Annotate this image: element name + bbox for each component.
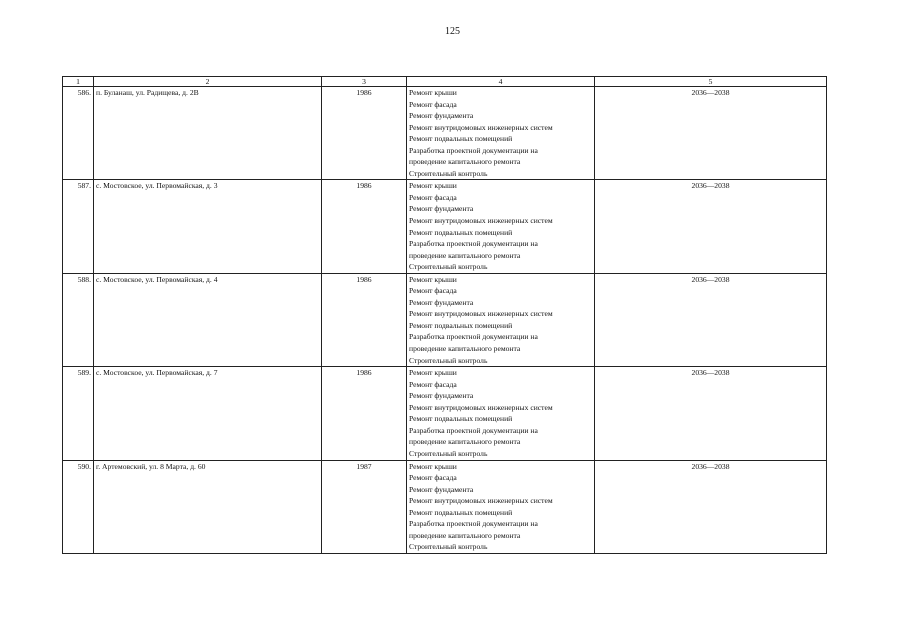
column-header-5: 5 bbox=[595, 77, 827, 87]
column-header-3: 3 bbox=[322, 77, 407, 87]
work-item: Ремонт фундамента bbox=[409, 204, 474, 214]
work-item: Ремонт фасада bbox=[409, 473, 457, 483]
row-period: 2036—2038 bbox=[595, 87, 827, 180]
column-header-1: 1 bbox=[63, 77, 94, 87]
work-item: Ремонт подвальных помещений bbox=[409, 414, 513, 424]
row-address: п. Буланаш, ул. Радищева, д. 2В bbox=[94, 87, 322, 180]
column-header-4: 4 bbox=[407, 77, 595, 87]
work-item: Ремонт подвальных помещений bbox=[409, 507, 513, 517]
row-number: 590. bbox=[63, 460, 94, 553]
work-item: Ремонт подвальных помещений bbox=[409, 320, 513, 330]
work-item: Ремонт внутридомовых инженерных систем bbox=[409, 122, 553, 132]
work-item: Ремонт крыши bbox=[409, 368, 457, 378]
work-item: Ремонт крыши bbox=[409, 274, 457, 284]
work-item: проведение капитального ремонта bbox=[409, 250, 521, 260]
row-year: 1986 bbox=[322, 180, 407, 273]
work-item: Ремонт крыши bbox=[409, 461, 457, 471]
table-row bbox=[63, 87, 827, 180]
row-number: 586. bbox=[63, 87, 94, 180]
row-works bbox=[407, 460, 595, 553]
table-body bbox=[63, 87, 827, 554]
work-item: Разработка проектной документации на bbox=[409, 519, 538, 529]
work-item: Ремонт внутридомовых инженерных систем bbox=[409, 402, 553, 412]
work-item: Ремонт внутридомовых инженерных систем bbox=[409, 216, 553, 226]
work-item: Строительный контроль bbox=[409, 448, 488, 458]
work-item: Разработка проектной документации на bbox=[409, 239, 538, 249]
work-item: Ремонт подвальных помещений bbox=[409, 227, 513, 237]
work-item: Ремонт фундамента bbox=[409, 297, 474, 307]
work-item: Разработка проектной документации на bbox=[409, 332, 538, 342]
row-period: 2036—2038 bbox=[595, 273, 827, 366]
repair-schedule-table bbox=[62, 76, 827, 554]
table-row bbox=[63, 180, 827, 273]
column-header-2: 2 bbox=[94, 77, 322, 87]
row-works bbox=[407, 367, 595, 460]
page-number: 125 bbox=[445, 26, 460, 37]
row-works bbox=[407, 180, 595, 273]
row-address: с. Мостовское, ул. Первомайская, д. 4 bbox=[94, 273, 322, 366]
work-item: Ремонт фасада bbox=[409, 192, 457, 202]
work-item: Ремонт внутридомовых инженерных систем bbox=[409, 496, 553, 506]
work-item: Строительный контроль bbox=[409, 355, 488, 365]
row-year: 1986 bbox=[322, 367, 407, 460]
row-number: 587. bbox=[63, 180, 94, 273]
work-item: Ремонт фасада bbox=[409, 286, 457, 296]
work-item: Ремонт фундамента bbox=[409, 111, 474, 121]
work-item: проведение капитального ремонта bbox=[409, 344, 521, 354]
row-address: г. Артемовский, ул. 8 Марта, д. 60 bbox=[94, 460, 322, 553]
work-item: проведение капитального ремонта bbox=[409, 437, 521, 447]
table-row bbox=[63, 273, 827, 366]
row-year: 1987 bbox=[322, 460, 407, 553]
work-item: Ремонт фасада bbox=[409, 379, 457, 389]
work-item: проведение капитального ремонта bbox=[409, 157, 521, 167]
work-item: Разработка проектной документации на bbox=[409, 145, 538, 155]
row-number: 589. bbox=[63, 367, 94, 460]
work-item: Ремонт фундамента bbox=[409, 484, 474, 494]
work-item: Ремонт внутридомовых инженерных систем bbox=[409, 309, 553, 319]
work-item: Ремонт крыши bbox=[409, 181, 457, 191]
work-item: Строительный контроль bbox=[409, 262, 488, 272]
row-address: с. Мостовское, ул. Первомайская, д. 7 bbox=[94, 367, 322, 460]
work-item: Разработка проектной документации на bbox=[409, 425, 538, 435]
row-period: 2036—2038 bbox=[595, 180, 827, 273]
work-item: Ремонт крыши bbox=[409, 88, 457, 97]
work-item: Строительный контроль bbox=[409, 542, 488, 552]
row-works bbox=[407, 87, 595, 180]
row-period: 2036—2038 bbox=[595, 367, 827, 460]
row-period: 2036—2038 bbox=[595, 460, 827, 553]
work-item: Ремонт фасада bbox=[409, 99, 457, 109]
row-number: 588. bbox=[63, 273, 94, 366]
work-item: Строительный контроль bbox=[409, 168, 488, 178]
header-row bbox=[63, 77, 827, 87]
table-row bbox=[63, 460, 827, 553]
work-item: проведение капитального ремонта bbox=[409, 530, 521, 540]
row-address: с. Мостовское, ул. Первомайская, д. 3 bbox=[94, 180, 322, 273]
row-works bbox=[407, 273, 595, 366]
work-item: Ремонт фундамента bbox=[409, 391, 474, 401]
row-year: 1986 bbox=[322, 87, 407, 180]
table-header bbox=[63, 77, 827, 87]
work-item: Ремонт подвальных помещений bbox=[409, 134, 513, 144]
table-row bbox=[63, 367, 827, 460]
row-year: 1986 bbox=[322, 273, 407, 366]
